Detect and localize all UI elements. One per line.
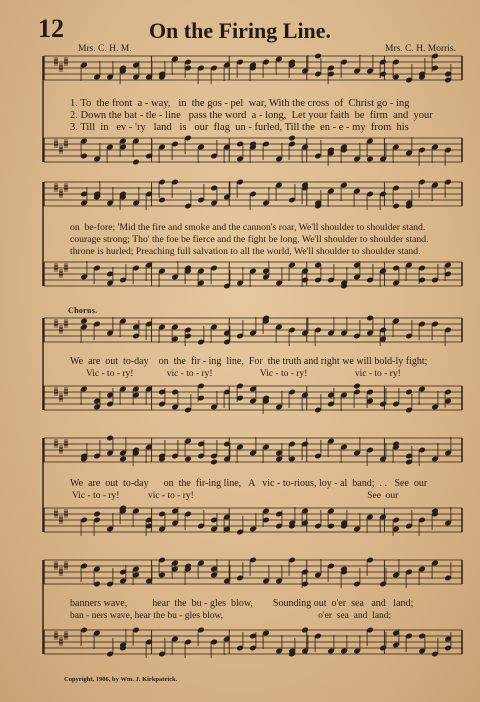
system4-echo-lyric: Vic - to - ry! vic - to - ry! See our [72,491,399,501]
note-head [132,159,140,166]
note-head [288,135,296,142]
system2-verse1: on be-fore; 'Mid the fire and smoke and the cannon's roar, We'll shoulder to shoulder stand. [70,222,426,233]
note-head [353,383,361,390]
hymn-title: On the Firing Line. [148,18,332,43]
note-head [301,627,309,634]
system1-verse2: 2. Down the bat - tle - line pass the word a - long, Let your faith be firm and your [70,110,433,121]
note-head [119,456,127,463]
system5-lead-lyric: banners wave, hear the bu - gles blow, Sounding out o'er sea and land; [70,598,414,609]
system3-echo-lyric: Vic - to - ry! vic - to - ry! Vic - to - ry! vic - to - ry! [86,369,401,379]
system1-verse3: 3. Till in ev - 'ry land is our flag un - furled, Till the en - e - my from his [70,122,409,133]
copyright-notice: Copyright, 1906, by Wm. J. Kirkpatrick. [64,676,178,683]
words-credit: Mrs. C. H. M. [78,44,132,54]
system3-lead-lyric: We are out to-day on the fir - ing line, For the truth and right we will bold-ly fight; [70,356,428,367]
hymn-number: 12 [38,14,64,43]
system2-verse2: courage strong; Tho' the foe be fierce and the fight be long, We'll shoulder to shoulder stand. [70,234,429,245]
note-head [93,511,101,518]
note-head [80,318,88,325]
system5-echo-lyric: ban - ners wave, hear the bu - gles blow, o'er sea and land; [70,611,392,621]
system1-verse1: 1. To the front a - way, in the gos - pel war, With the cross of Christ go - ing [70,98,410,109]
system2-verse3: throne is hurled; Preaching full salvation to all the world, We'll shoulder to shoulder stand. [70,246,421,257]
system4-lead-lyric: We are out to-day on the fir-ing line, A vic - to-rious, loy - al band; . . See our [70,478,428,489]
chorus-label: Chorus. [68,306,98,315]
note-head [210,459,218,466]
music-credit: Mrs. C. H. Morris. [385,44,456,54]
